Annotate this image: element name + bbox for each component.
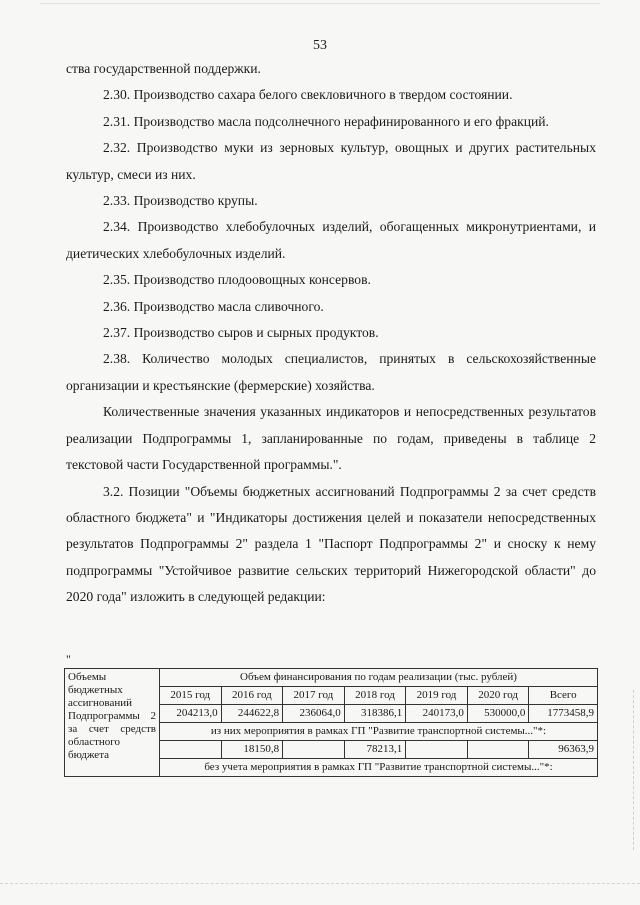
paragraph-item-2-37: 2.37. Производство сыров и сырных продуктов.	[103, 325, 379, 341]
table-row	[65, 669, 598, 687]
opening-quote-mark: "	[66, 652, 71, 666]
column-header: 2019 год	[406, 687, 468, 705]
total-cell: 318386,1	[344, 705, 406, 723]
total-cell: 204213,0	[160, 705, 222, 723]
measure-value-cell: 78213,1	[344, 741, 406, 759]
column-header: 2016 год	[221, 687, 283, 705]
paragraph-section-3-2: 3.2. Позиции "Объемы бюджетных ассигнований Подпрограммы 2 за счет средств областного бюджета" и "Индикаторы достижения целей и показатели непосредственных результатов Подпрограммы 2" раздела 1 "Паспорт Подпрограммы 2" и сноску к нему подпрограммы "Устойчивое развитие сельских территорий Нижегородской области" до 2020 года" изложить в следующей редакции:	[66, 483, 596, 605]
total-cell: 1773458,9	[529, 705, 598, 723]
measure-value-cell	[467, 741, 529, 759]
page-number: 53	[313, 38, 327, 53]
paragraph-item-2-33: 2.33. Производство крупы.	[103, 193, 258, 209]
paragraph-item-2-32: 2.32. Производство муки из зерновых культур, овощных и других растительных культур, смеси из них.	[66, 140, 596, 182]
paragraph-item-2-30: 2.30. Производство сахара белого свекловичного в твердом состоянии.	[103, 87, 513, 103]
total-cell: 244622,8	[221, 705, 283, 723]
paragraph-continuation: ства государственной поддержки.	[66, 61, 261, 76]
total-cell: 530000,0	[467, 705, 529, 723]
measure-value-cell: 18150,8	[221, 741, 283, 759]
scan-edge-top	[40, 3, 600, 4]
measure-note-cell: из них мероприятия в рамках ГП "Развитие транспортной системы..."*:	[160, 723, 598, 741]
paragraph-indicators-note: Количественные значения указанных индикаторов и непосредственных результатов реализации Подпрограммы 1, запланированные по годам, приведены в таблице 2 текстовой части Государственной программы.".	[66, 404, 596, 473]
total-cell: 236064,0	[283, 705, 345, 723]
row-label-cell: Объемы бюджетных ассигнований Подпрограммы 2 за счет средств областного бюджета	[65, 669, 160, 777]
total-cell: 240173,0	[406, 705, 468, 723]
scan-edge-right	[633, 690, 634, 850]
paragraph-item-2-31: 2.31. Производство масла подсолнечного нерафинированного и его фракций.	[103, 113, 549, 129]
without-measure-note-cell: без учета мероприятия в рамках ГП "Развитие транспортной системы..."*:	[160, 759, 598, 777]
column-header: 2015 год	[160, 687, 222, 705]
measure-value-cell: 96363,9	[529, 741, 598, 759]
measure-value-cell	[160, 741, 222, 759]
budget-table	[64, 668, 598, 777]
column-header: 2018 год	[344, 687, 406, 705]
column-header: 2017 год	[283, 687, 345, 705]
paragraph-item-2-34: 2.34. Производство хлебобулочных изделий, обогащенных микронутриентами, и диетических хлебобулочных изделий.	[66, 219, 596, 261]
column-header: Всего	[529, 687, 598, 705]
table-header-cell: Объем финансирования по годам реализации (тыс. рублей)	[160, 669, 598, 687]
measure-value-cell	[283, 741, 345, 759]
paragraph-item-2-38: 2.38. Количество молодых специалистов, принятых в сельскохозяйственные организации и крестьянские (фермерские) хозяйства.	[66, 351, 596, 393]
paragraph-item-2-35: 2.35. Производство плодоовощных консервов.	[103, 272, 371, 288]
paragraph-item-2-36: 2.36. Производство масла сливочного.	[103, 298, 324, 314]
scan-edge-bottom	[0, 883, 640, 884]
column-header: 2020 год	[467, 687, 529, 705]
body-text	[66, 56, 596, 611]
measure-value-cell	[406, 741, 468, 759]
